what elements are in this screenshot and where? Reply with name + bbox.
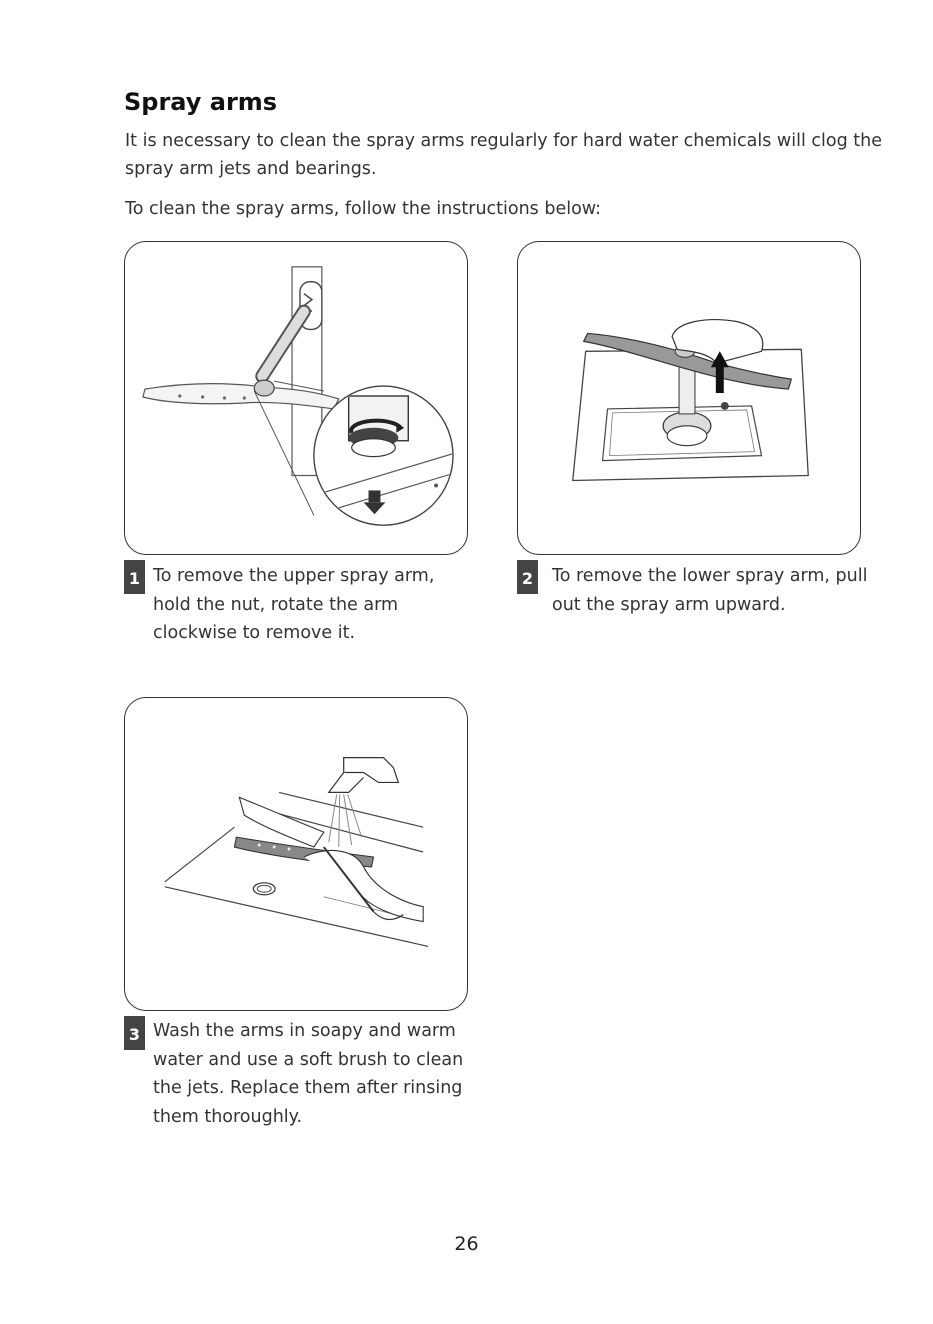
intro-paragraph: It is necessary to clean the spray arms regularly for hard water chemicals will clog the spray arm jets and bearings. xyxy=(125,131,882,179)
step-2-text: To remove the lower spray arm, pull out the spray arm upward. xyxy=(552,566,868,615)
page-number: 26 xyxy=(454,1233,479,1255)
step-1-illustration xyxy=(124,241,468,555)
step-2-illustration xyxy=(517,241,861,555)
step-3-text: Wash the arms in soapy and warm water and use a soft brush to clean the jets. Replace them after rinsing them thoroughly. xyxy=(153,1021,464,1127)
upper-spray-arm-illustration xyxy=(125,242,467,554)
step-2-number: 2 xyxy=(517,560,538,594)
instruction-paragraph: To clean the spray arms, follow the instructions below: xyxy=(125,199,602,219)
washing-spray-arm-illustration xyxy=(125,698,467,1010)
step-1-number: 1 xyxy=(124,560,145,594)
page-title: Spray arms xyxy=(124,88,278,116)
step-3-number: 3 xyxy=(124,1016,145,1050)
step-3-illustration xyxy=(124,697,468,1011)
step-1-text: To remove the upper spray arm, hold the nut, rotate the arm clockwise to remove it. xyxy=(153,566,435,643)
lower-spray-arm-illustration xyxy=(518,242,860,554)
